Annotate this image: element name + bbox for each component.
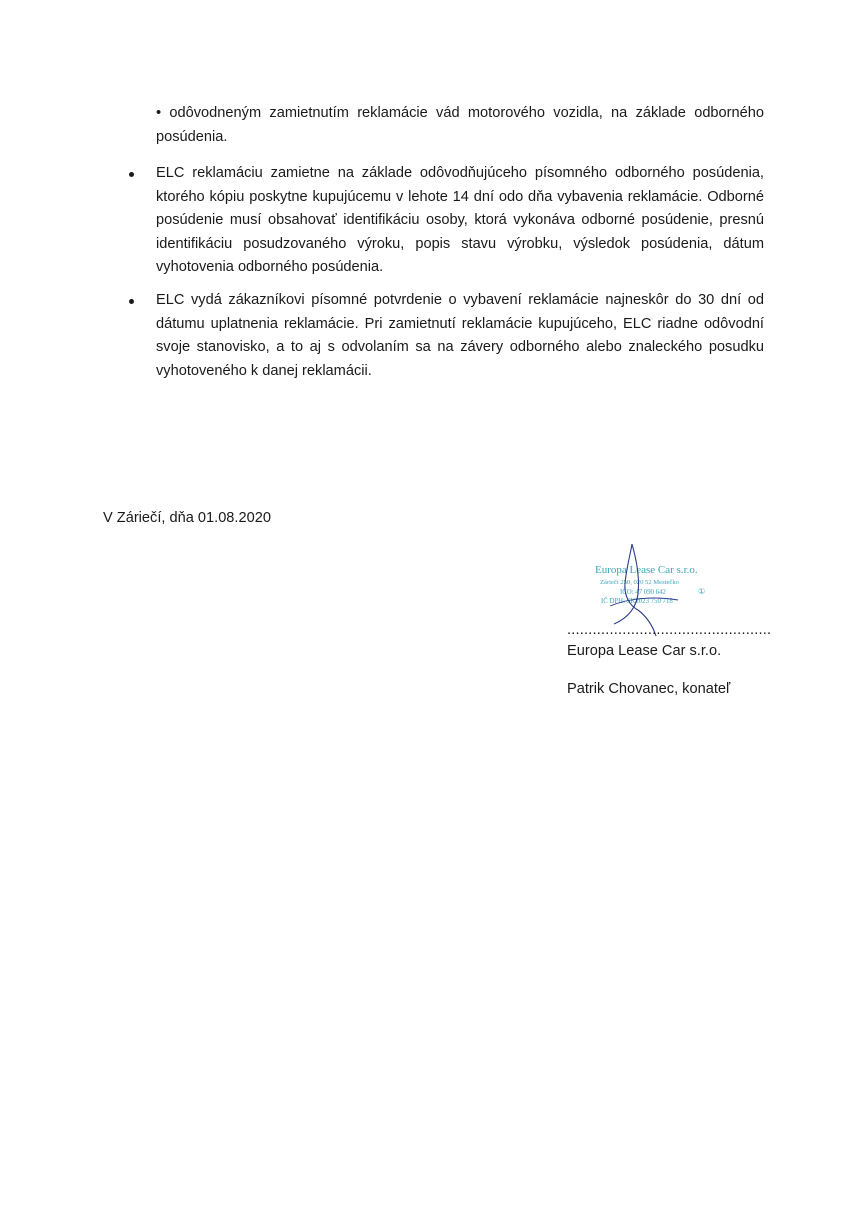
stamp-company-name: Europa Lease Car s.r.o. (595, 564, 698, 576)
paragraph-written-confirmation: ELC vydá zákazníkovi písomné potvrdenie o vybavení reklamácie najneskôr do 30 dní od dátumu uplatnenia reklamácie. Pri zamietnutí reklamácie kupujúceho, ELC riadne odôvodní svoje stanovisko, a to aj s odvolaním sa na závery odborného alebo znaleckého posudku vyhotoveného k danej reklamácii. (156, 292, 764, 379)
stamp-address: Zárieči 250, 020 52 Mestečko (600, 579, 679, 586)
stamp-dic: IČ DPH: SK2023 750 718 (601, 598, 673, 605)
signature-line: ................................................ (567, 622, 772, 638)
company-name: Europa Lease Car s.r.o. (567, 643, 722, 659)
bullet-point (129, 172, 134, 177)
paragraph-rejection-reason: • odôvodneným zamietnutím reklamácie vád motorového vozidla, na základe odborného posúdenia. (156, 105, 764, 145)
bullet-point (129, 299, 134, 304)
stamp-mark: ① (698, 587, 706, 596)
paragraph-expert-assessment: ELC reklamáciu zamietne na základe odôvodňujúceho písomného odborného posúdenia, ktorého kópiu poskytne kupujúcemu v lehote 14 dní odo dňa vybavenia reklamácie. Odborné posúdenie musí obsahovať identifikáciu osoby, ktorá vykonáva odborné posúdenie, presnú identifikáciu posudzovaného výroku, popis stavu výrobku, výsledok posúdenia, dátum vyhotovenia odborného posúdenia. (156, 165, 764, 275)
stamp-ico: IČO: 47 090 642 (620, 589, 666, 596)
signer-name: Patrik Chovanec, konateľ (567, 681, 731, 697)
place-and-date: V Záriečí, dňa 01.08.2020 (103, 510, 271, 526)
